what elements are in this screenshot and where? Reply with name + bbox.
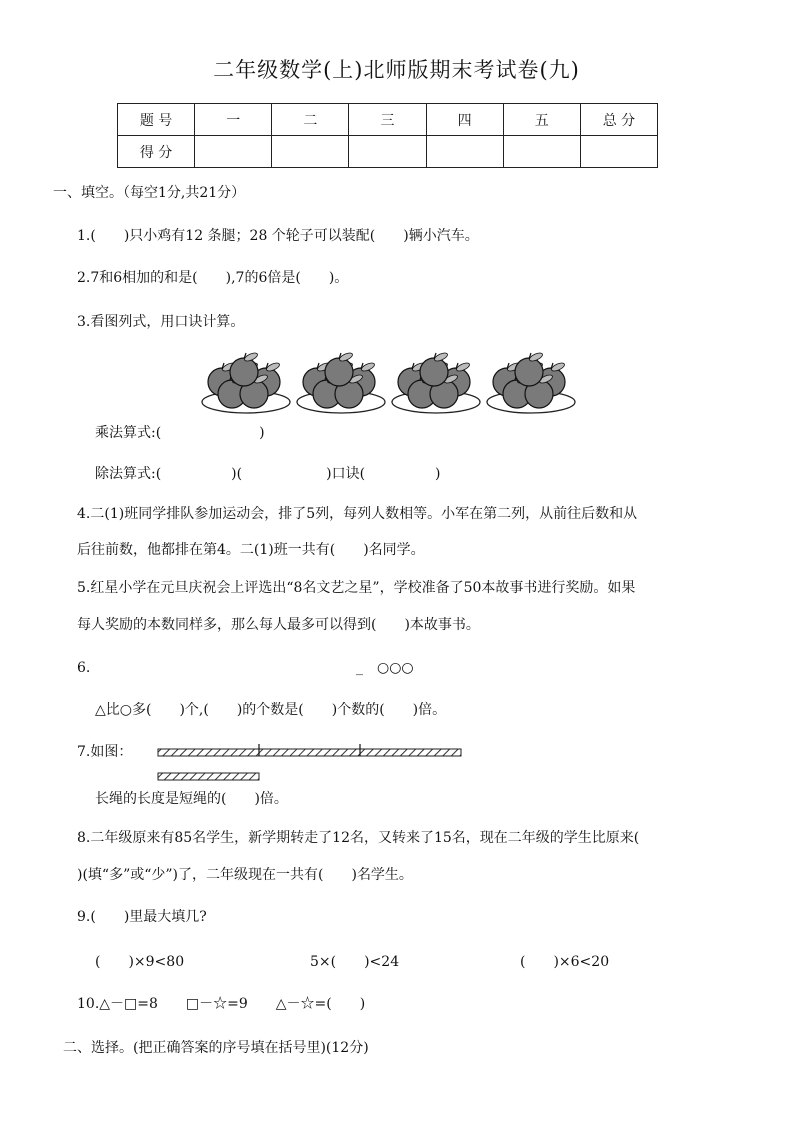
score-table-header-row (118, 104, 658, 136)
rope-figure (157, 744, 463, 784)
question-6-shapes: _ ○○○ (356, 660, 414, 676)
question-1: 1.( )只小鸡有12 条腿；28 个轮子可以装配( )辆小汽车。 (77, 228, 479, 244)
question-6-text: △比○多( )个,( )的个数是( )个数的( )倍。 (95, 702, 447, 718)
apple-plates-figure (200, 352, 590, 418)
question-6-number: 6. (77, 660, 91, 676)
question-9-part-b: 5×( )<24 (310, 954, 400, 970)
score-header-cell: 一 (195, 104, 272, 136)
long-rope (158, 749, 461, 756)
question-3-division: 除法算式:( )( )口诀( ) (95, 466, 441, 482)
score-row-label: 得 分 (118, 136, 195, 168)
question-9-part-a: ( )×9<80 (95, 954, 185, 970)
question-4-line-1: 4.二(1)班同学排队参加运动会，排了5列，每列人数相等。小军在第二列，从前往后数和从 (77, 506, 638, 522)
question-8-line-1: 8.二年级原来有85名学生，新学期转走了12名，又转来了15名，现在二年级的学生比原来( (77, 830, 640, 846)
question-8-line-2: )(填“多”或“少”)了，二年级现在一共有( )名学生。 (77, 867, 413, 883)
apple-icon (515, 358, 543, 386)
question-5-line-2: 每人奖励的本数同样多，那么每人最多可以得到( )本故事书。 (77, 617, 480, 633)
score-blank-cell[interactable] (349, 136, 426, 168)
score-blank-cell[interactable] (272, 136, 349, 168)
page-title: 二年级数学(上)北师版期末考试卷(九) (213, 58, 580, 82)
score-header-cell: 总 分 (580, 104, 657, 136)
short-rope (158, 773, 259, 780)
question-3-multiplication: 乘法算式:( ) (95, 425, 265, 441)
apple-plate (487, 352, 575, 413)
apple-icon (420, 358, 448, 386)
question-7-label: 7.如图： (77, 744, 133, 760)
question-5-line-1: 5.红星小学在元旦庆祝会上评选出“8名文艺之星”，学校准备了50本故事书进行奖励。如果 (77, 580, 636, 596)
score-table (117, 103, 658, 168)
question-2: 2.7和6相加的和是( ),7的6倍是( )。 (77, 270, 349, 286)
question-3: 3.看图列式，用口诀计算。 (77, 314, 245, 330)
score-header-cell: 四 (426, 104, 503, 136)
question-4-line-2: 后往前数，他都排在第4。二(1)班一共有( )名同学。 (77, 542, 425, 558)
section2-heading: 二、选择。(把正确答案的序号填在括号里)(12分) (63, 1040, 369, 1056)
apple-plate (202, 352, 290, 413)
apple-plate (297, 352, 385, 413)
score-blank-cell[interactable] (580, 136, 657, 168)
score-header-cell: 五 (503, 104, 580, 136)
score-blank-cell[interactable] (195, 136, 272, 168)
score-blank-cell[interactable] (503, 136, 580, 168)
question-9: 9.( )里最大填几? (77, 909, 207, 925)
score-header-cell: 二 (272, 104, 349, 136)
score-blank-cell[interactable] (426, 136, 503, 168)
score-header-cell: 题 号 (118, 104, 195, 136)
section1-heading: 一、填空。（每空1分,共21分） (53, 185, 246, 201)
apple-plate (392, 352, 480, 413)
score-header-cell: 三 (349, 104, 426, 136)
question-10: 10.△－□=8 □－☆=9 △－☆=( ) (77, 996, 366, 1012)
apple-icon (230, 358, 258, 386)
question-7-text: 长绳的长度是短绳的( )倍。 (95, 791, 288, 807)
question-9-part-c: ( )×6<20 (520, 954, 610, 970)
score-table-score-row (118, 136, 658, 168)
apple-icon (325, 358, 353, 386)
